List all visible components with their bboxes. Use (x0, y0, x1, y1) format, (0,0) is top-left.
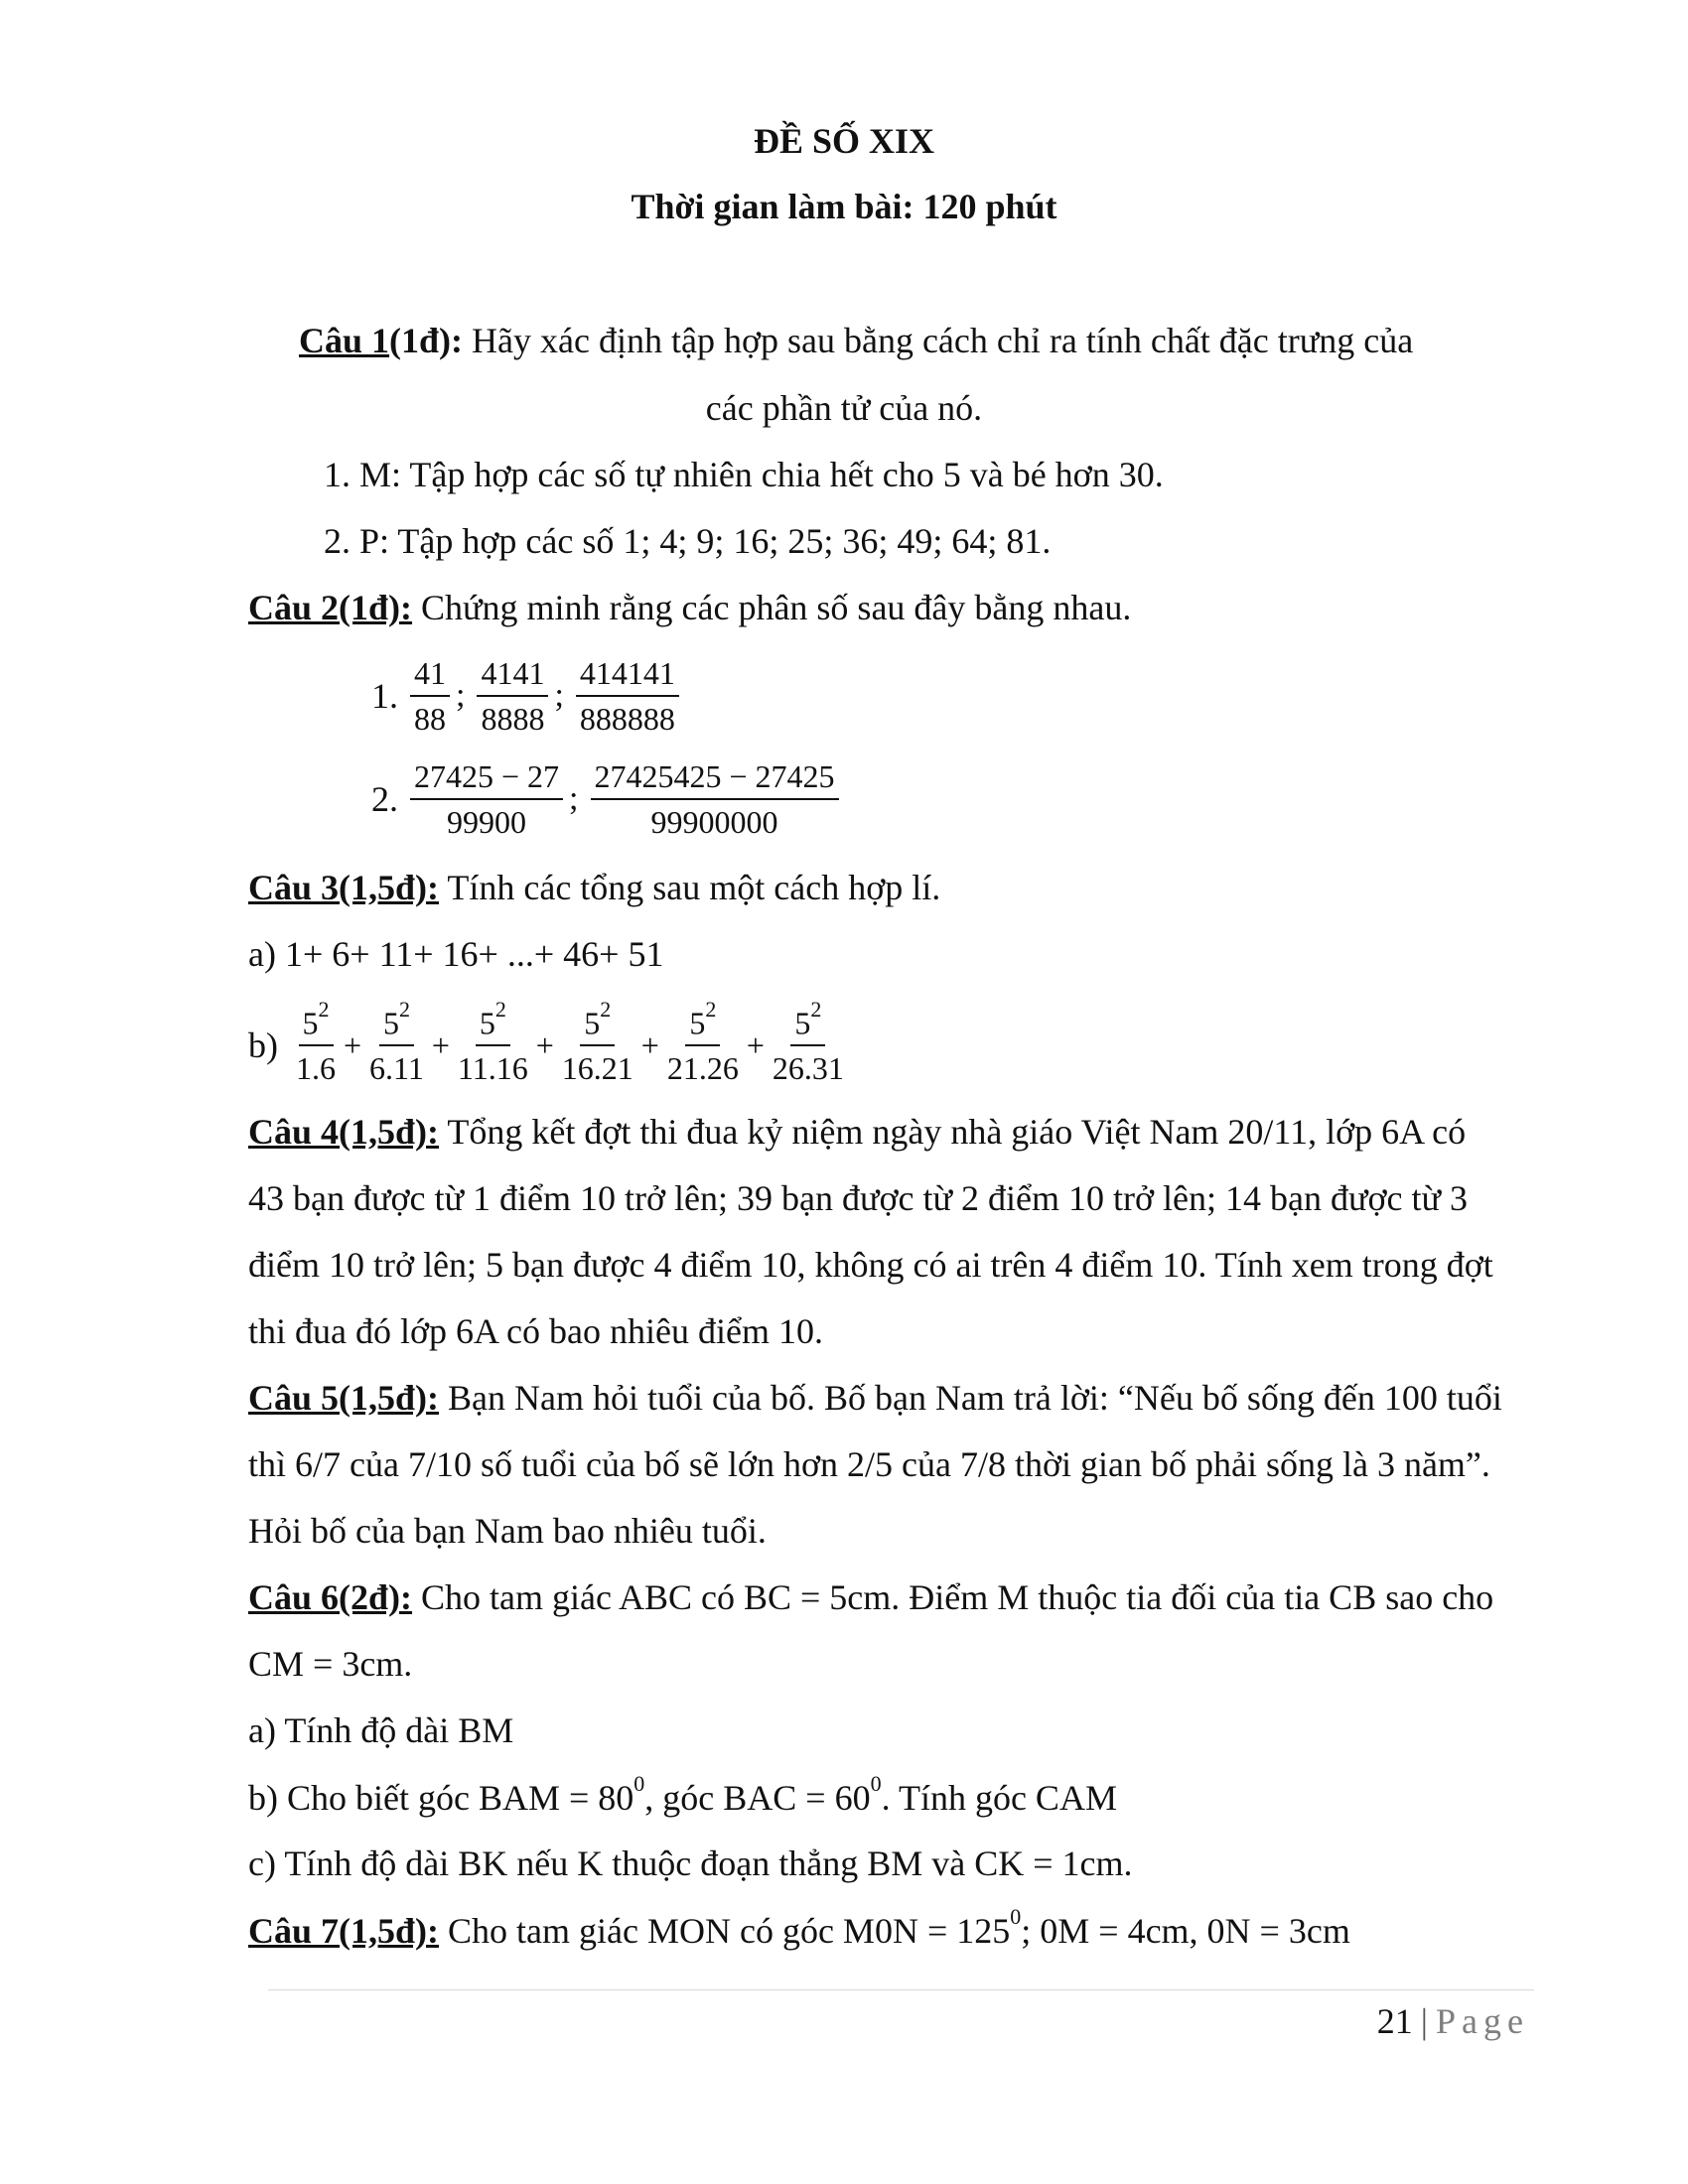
question-1-points: (1đ): (389, 321, 464, 360)
question-2-item-1 (371, 655, 681, 738)
degree-mark: 0 (1010, 1904, 1022, 1929)
question-5-line-3: Hỏi bố của bạn Nam bao nhiêu tuổi. (248, 1511, 767, 1551)
question-2-item-2 (371, 758, 841, 841)
degree-mark: 0 (633, 1771, 645, 1796)
question-3-label: Câu 3(1,5đ): (248, 868, 440, 907)
page-word: Page (1436, 2001, 1529, 2041)
question-2 (248, 590, 1131, 625)
question-6 (248, 1579, 1493, 1615)
plus-sign: + (344, 1026, 362, 1063)
question-6-part-b: b) Cho biết góc BAM = $80^0$, góc BAC = $60^0$. Tính góc CAM (248, 1771, 1117, 1818)
page-number: 21 (1376, 2001, 1413, 2041)
question-5-line-2: thì 6/7 của 7/10 số tuổi của bố sẽ lớn hơn 2/5 của 7/8 thời gian bố phải sống là 3 năm”. (248, 1444, 1490, 1484)
question-6-line-1: Cho tam giác ABC có BC = 5cm. Điểm M thuộc tia đối của tia CB sao cho (412, 1577, 1494, 1617)
question-1 (299, 323, 1413, 358)
question-6-part-a: a) Tính độ dài BM (248, 1710, 514, 1750)
question-3-part-b (248, 997, 850, 1087)
question-6-part-c: c) Tính độ dài BK nếu K thuộc đoạn thẳng BM và CK = 1cm. (248, 1843, 1133, 1883)
fraction: $\frac{27425 - 27}{99900}$ (410, 758, 563, 841)
page-footer (1377, 2003, 1529, 2039)
fraction: $\frac{27425425 - 27425}{99900000}$ (591, 758, 839, 841)
question-3 (248, 870, 940, 905)
plus-sign: + (535, 1026, 554, 1063)
fraction: $\frac{414141}{888888}$ (576, 655, 679, 738)
question-7: Câu 7(1,5đ): Cho tam giác MON có góc $M0N = 125^0$; 0M = 4cm, 0N = 3cm (248, 1904, 1350, 1951)
question-1-label: Câu 1 (299, 321, 390, 360)
question-4-label: Câu 4(1,5đ): (248, 1112, 440, 1152)
question-4-line-2: 43 bạn được từ 1 điểm 10 trở lên; 39 bạn được từ 2 điểm 10 trở lên; 14 bạn được từ 3 (248, 1178, 1469, 1218)
question-1-item-2: 2. P: Tập hợp các số 1; 4; 9; 16; 25; 36; 49; 64; 81. (324, 521, 1052, 561)
question-7-label: Câu 7(1,5đ): (248, 1911, 440, 1951)
degree-mark: 0 (870, 1771, 882, 1796)
question-2-item-2-number: 2. (371, 779, 398, 820)
separator: ; (554, 677, 564, 715)
question-5-label: Câu 5(1,5đ): (248, 1378, 440, 1418)
fraction: $\frac{5^2}{11.16}$ (457, 997, 528, 1087)
footer-divider (268, 1989, 1534, 1990)
exam-duration: Thời gian làm bài: 120 phút (631, 187, 1057, 226)
question-6-line-2: CM = 3cm. (248, 1644, 413, 1684)
question-4-line-1: Tổng kết đợt thi đua kỷ niệm ngày nhà giáo Việt Nam 20/11, lớp 6A có (439, 1112, 1467, 1152)
question-4 (248, 1114, 1466, 1150)
question-3-text: Tính các tổng sau một cách hợp lí. (439, 868, 941, 907)
question-3-part-a: a) 1+ 6+ 11+ 16+ ...+ 46+ 51 (248, 934, 664, 974)
fraction: $\frac{4141}{8888}$ (477, 655, 548, 738)
question-5-line-1: Bạn Nam hỏi tuổi của bố. Bố bạn Nam trả lời: “Nếu bố sống đến 100 tuổi (439, 1378, 1502, 1418)
question-2-text: Chứng minh rằng các phân số sau đây bằng nhau. (412, 588, 1132, 627)
fraction: $\frac{41}{88}$ (410, 655, 450, 738)
fraction: $\frac{5^2}{21.26}$ (666, 997, 739, 1087)
question-1-text: Hãy xác định tập hợp sau bằng cách chỉ ra tính chất đặc trưng của (463, 321, 1414, 360)
question-1-text-continued: các phần tử của nó. (705, 388, 983, 428)
fraction: $\frac{5^2}{6.11}$ (369, 997, 424, 1087)
fraction: $\frac{5^2}{1.6}$ (296, 997, 336, 1087)
question-4-line-3: điểm 10 trở lên; 5 bạn được 4 điểm 10, không có ai trên 4 điểm 10. Tính xem trong đợt (248, 1245, 1493, 1285)
separator: ; (569, 780, 579, 818)
exam-title: ĐỀ SỐ XIX (753, 121, 935, 161)
fraction: $\frac{5^2}{16.21}$ (561, 997, 633, 1087)
fraction: $\frac{5^2}{26.31}$ (772, 997, 844, 1087)
question-6-label: Câu 6(2đ): (248, 1577, 413, 1617)
question-1-item-1: 1. M: Tập hợp các số tự nhiên chia hết cho 5 và bé hơn 30. (324, 455, 1164, 494)
question-5 (248, 1380, 1502, 1416)
question-2-item-1-number: 1. (371, 676, 398, 717)
plus-sign: + (640, 1026, 659, 1063)
question-2-label: Câu 2(1đ): (248, 588, 413, 627)
plus-sign: + (431, 1026, 450, 1063)
plus-sign: + (746, 1026, 765, 1063)
question-3-part-b-label: b) (248, 1024, 278, 1065)
question-4-line-4: thi đua đó lớp 6A có bao nhiêu điểm 10. (248, 1311, 823, 1351)
separator: ; (456, 677, 466, 715)
footer-pipe: | (1420, 2001, 1429, 2041)
